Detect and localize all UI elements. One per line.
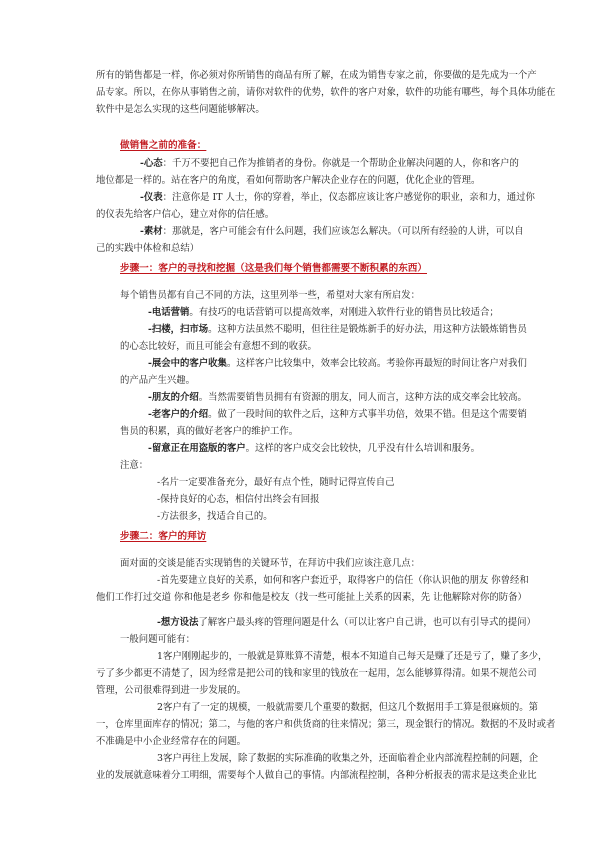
step2-p2-line-3: 不准确是中小企业经常存在的问题。 (96, 736, 247, 747)
step2-p1-line-3: 管理，公司很难得到进一步发展的。 (96, 685, 247, 696)
step1-expo-text: 。这样客户比较集中，效率会比较高。考验你再最短的时间让客户对我们 (226, 358, 527, 369)
step1-friend (148, 389, 527, 406)
step1-friend-text: 。当然需要销售员拥有有资源的朋友，同人而言，这种方法的成交率会比较高。 (198, 392, 527, 403)
step1-note-label: 注意： (120, 460, 149, 471)
intro-line-3: 软件中是怎么实现的这些问题能够解决。 (96, 104, 265, 115)
prep-material-line-2: 己的实践中体检和总结） (96, 243, 200, 254)
step2-p1-line-2: 亏了多少都更不清楚了，因为经常是把公司的钱和家里的钱放在一起用，怎么能够算得清。如果不规范公司 (96, 668, 537, 679)
prep-heading: 做销售之前的准备： (120, 140, 207, 151)
step2-think-text: 了解客户最头疼的管理问题是什么（可以让客户自己讲，也可以有引导式的提问） (198, 617, 536, 628)
step1-old-text: 。做了一段时间的软件之后，这种方式事半功倍，效果不错。但是这个需要销 (208, 409, 527, 420)
step1-pirate (148, 440, 480, 457)
step1-old-line-2: 售员的积累，真的做好老客户的维护工作。 (120, 426, 299, 437)
step1-heading: 步骤一：客户的寻找和挖掘（这是我们每个销售都需要不断积累的东西） (120, 263, 427, 274)
step1-sweep-line-1 (148, 321, 527, 338)
step1-note-1: -名片一定要准备充分，最好有点个性，随时记得宣传自己 (157, 477, 395, 488)
step1-lead: 每个销售员都有自己不同的方法，这里列举一些，希望对大家有所启发： (120, 290, 421, 301)
step2-heading: 步骤二：客户的拜访 (120, 531, 207, 542)
step1-sweep-line-2: 的心态比较好，而且可能会有意想不到的收获。 (120, 341, 317, 352)
step1-pirate-text: 。这样的客户成交会比较快，几乎没有什么培训和服务。 (245, 443, 481, 454)
step1-phone (148, 304, 499, 321)
step1-sweep-text: 。这种方法虽然不聪明，但往往是锻炼新手的好办法，用这种方法锻炼销售员 (208, 324, 527, 335)
step2-p1-line-1: 1客户刚刚起步的，一般就是算账算不清楚，根本不知道自己每天是赚了还是亏了，赚了多少， (157, 651, 548, 662)
step2-common: 一般问题可能有： (120, 634, 196, 645)
prep-mind-text: ：千万不要把自己作为推销者的身份。你就是一个帮助企业解决问题的人，你和客户的 (162, 158, 519, 169)
intro-line-1: 所有的销售都是一样，你必须对你所销售的商品有所了解，在成为销售专家之前，你要做的是先成为一个产 (96, 70, 537, 81)
step1-old-line-1 (148, 406, 527, 423)
prep-material-text: ：那就是，客户可能会有什么问题，我们应该怎么解决。（可以所有经验的人讲，可以自 (162, 226, 524, 237)
step2-p2-line-2: 一，仓库里面库存的情况；第二，与他的客户和供货商的往来情况；第三，现金银行的情况。数据的不及时或者 (96, 719, 556, 730)
step2-p3-line-1: 3客户再往上发展，除了数据的实际准确的收集之外，还面临着企业内部流程控制的问题，企 (157, 753, 538, 764)
prep-look-text: ：注意你是 IT 人士，你的穿着，举止，仪态都应该让客户感觉你的职业，亲和力，通过你 (162, 192, 535, 203)
step1-old-label: -老客户的介绍 (148, 409, 209, 420)
step1-pirate-label: -留意正在用盗版的客户 (148, 443, 246, 454)
prep-mind-line-2: 地位都是一样的。站在客户的角度，看如何帮助客户解决企业存在的问题，优化企业的管理。 (96, 175, 481, 186)
prep-mind-line-1 (140, 155, 519, 172)
step2-think (157, 614, 536, 631)
step1-note-2: -保持良好的心态，相信付出终会有回报 (157, 494, 320, 505)
step1-friend-label: -朋友的介绍 (148, 392, 199, 403)
prep-material-label: -素材 (140, 226, 163, 237)
step2-lead: 面对面的交谈是能否实现销售的关键环节，在拜访中我们应该注意几点： (120, 558, 421, 569)
intro-line-2: 品专家。所以，在你从事销售之前，请你对软件的优势，软件的客户对象，软件的功能有哪些，每个具体功能在 (96, 87, 556, 98)
step1-note-3: -方法很多，找适合自己的。 (157, 511, 273, 522)
step1-sweep-label: -扫楼，扫市场 (148, 324, 209, 335)
step2-relation-line-1: -首先要建立良好的关系，如何和客户套近乎，取得客户的信任（你认识他的朋友 你曾经和 (157, 575, 529, 586)
step1-expo-label: -展会中的客户收集 (148, 358, 227, 369)
prep-look-label: -仪表 (140, 192, 163, 203)
step2-p3-line-2: 业的发展就意味着分工明细，需要每个人做自己的事情。内部流程控制，各种分析报表的需求是这类企业比 (96, 770, 537, 781)
step2-relation-line-2: 他们工作打过交道 你和他是老乡 你和他是校友（找一些可能扯上关系的因素，先 让他解除对你的防备） (96, 592, 527, 603)
prep-mind-label: -心态 (140, 158, 163, 169)
step2-think-label: -想方设法 (157, 617, 199, 628)
step1-phone-text: 。有技巧的电话营销可以提高效率，对刚进入软件行业的销售员比较适合； (189, 307, 499, 318)
prep-look-line-1 (140, 189, 535, 206)
step1-expo-line-2: 的产品产生兴趣。 (120, 375, 196, 386)
step1-phone-label: -电话营销 (148, 307, 190, 318)
prep-look-line-2: 的仪表先给客户信心，建立对你的信任感。 (96, 209, 275, 220)
step2-p2-line-1: 2客户有了一定的规模，一般就需要几个重要的数据，但这几个数据用手工算是很麻烦的。第 (157, 702, 538, 713)
step1-expo-line-1 (148, 355, 527, 372)
prep-material-line-1 (140, 223, 524, 240)
